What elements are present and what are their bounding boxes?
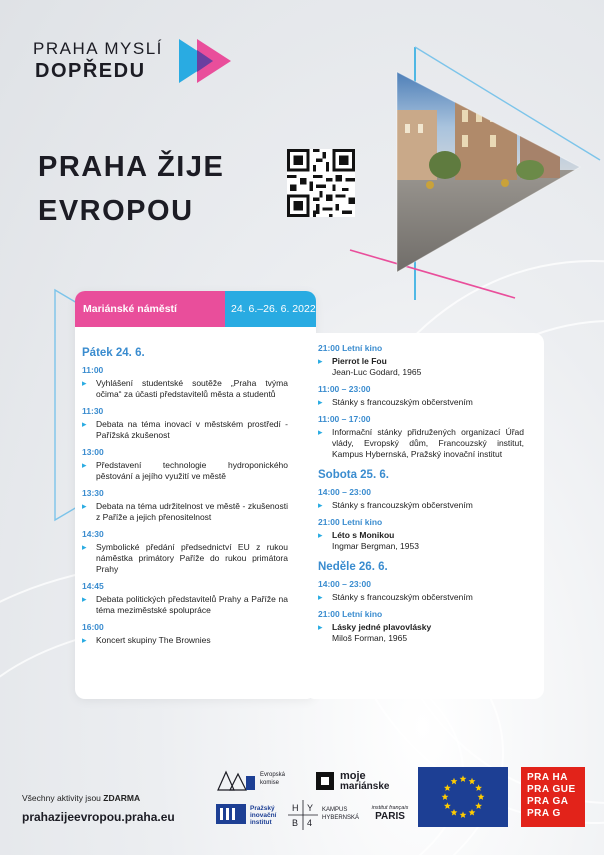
program-column-right (318, 343, 524, 644)
event (82, 488, 288, 523)
event-text: ▸ Informační stánky přidružených organizací Úřad vlády, Evropský dům, Francouzský institut, Kampus Hybernská, Pražský inovační institut (318, 427, 524, 460)
institut-francais-logo (370, 805, 410, 823)
event-text: ▸ Koncert skupiny The Brownies (82, 635, 288, 646)
day-heading: Sobota 25. 6. (318, 469, 389, 481)
event-text: ▸ Debata politických představitelů Prahy a Paříže na téma meziměstské spolupráce (82, 594, 288, 616)
event-time: 14:00 – 23:00 (318, 579, 371, 589)
svg-text:Y: Y (307, 803, 314, 813)
free-admission-note (22, 793, 140, 803)
film-title: Léto s Monikou (332, 530, 395, 540)
event (82, 529, 288, 575)
dates-label: 24. 6.–26. 6. 2022 (231, 303, 316, 315)
logo-line-1: PRAHA MYSLÍ (33, 39, 163, 58)
event-time: 21:00 Letní kino (318, 343, 383, 353)
event-text: ▸ Vyhlášení studentské soutěže „Praha tvýma očima“ za účasti představitelů města a studentů (82, 378, 288, 400)
event (318, 579, 524, 603)
event (318, 609, 524, 644)
institut-label: institut français (371, 805, 409, 811)
event (82, 622, 288, 646)
event-text: ▸ Symbolické předání předsednictví EU z rukou náměstka primátory Paříže do rukou primátora Prahy (82, 542, 288, 575)
kampus-hybernska-label: KAMPUS HYBERNSKÁ (322, 807, 360, 821)
event-text (318, 356, 524, 378)
free-bold: ZDARMA (103, 793, 141, 803)
event-time: 21:00 Letní kino (318, 517, 383, 527)
event (318, 517, 524, 552)
svg-text:B: B (292, 818, 299, 828)
event-text: ▸ Stánky s francouzským občerstvením (318, 592, 524, 603)
event-time: 11:30 (82, 406, 104, 416)
event-time: 14:45 (82, 581, 104, 591)
event-time: 21:00 Letní kino (318, 609, 383, 619)
qr-code-icon[interactable] (287, 149, 355, 217)
event (318, 384, 524, 408)
event (82, 406, 288, 441)
prague-brand-line: PRA GA (527, 796, 569, 807)
ec-label: Evropská komise (260, 772, 286, 786)
prague-brand-text (527, 772, 576, 820)
eu-flag-icon (418, 767, 508, 827)
prague-brand-line: PRA HA (527, 772, 568, 783)
event-text: ▸ Debata na téma udržitelnost ve městě - zkušenosti z Paříže a jejich přenositelnost (82, 501, 288, 523)
title-line-2: EVROPOU (38, 195, 194, 227)
film-credit: Jean-Luc Godard, 1965 (332, 367, 422, 377)
svg-text:H: H (292, 803, 299, 813)
pii-label: Pražský inovační institut (250, 805, 277, 826)
event-text (318, 530, 524, 552)
marianske-label: mariánske (340, 781, 390, 792)
moje-label: moje (340, 770, 366, 782)
event-text: ▸ Stánky s francouzským občerstvením (318, 500, 524, 511)
city-photo (397, 72, 587, 280)
day-heading: Pátek 24. 6. (82, 347, 145, 359)
event (318, 414, 524, 460)
event-time: 11:00 – 23:00 (318, 384, 371, 394)
film-credit: Miloš Forman, 1965 (332, 633, 408, 643)
event-text: ▸ Stánky s francouzským občerstvením (318, 397, 524, 408)
venue-label: Mariánské náměstí (83, 303, 177, 315)
event-text: ▸ Představení technologie hydroponického pěstování a jejího využití ve městě (82, 460, 288, 482)
event (82, 581, 288, 616)
event (82, 447, 288, 482)
event-text (318, 622, 524, 644)
event-time: 13:30 (82, 488, 104, 498)
event-time: 11:00 (82, 365, 104, 375)
film-credit: Ingmar Bergman, 1953 (332, 541, 419, 551)
event-time: 11:00 – 17:00 (318, 414, 371, 424)
logo-line-2: DOPŘEDU (35, 60, 146, 82)
event-time: 16:00 (82, 622, 104, 632)
prague-brand-line: PRA G (527, 808, 561, 819)
program-column-left (82, 348, 288, 646)
event-time: 14:30 (82, 529, 104, 539)
event (318, 343, 524, 378)
event (318, 487, 524, 511)
paris-label: PARIS (375, 811, 405, 822)
moje-square-icon (316, 772, 334, 790)
hyb4-logo-icon (288, 800, 318, 830)
play-arrows-logo-icon (177, 37, 243, 85)
page-title (38, 145, 224, 233)
ec-building-icon (216, 770, 256, 792)
free-text: Všechny aktivity jsou (22, 793, 101, 803)
prague-brand-line: PRA GUE (527, 784, 576, 795)
title-line-1: PRAHA ŽIJE (38, 151, 225, 183)
website-link[interactable]: prahazijeevropou.praha.eu (22, 810, 175, 824)
event (82, 365, 288, 400)
prague-brand-logo (521, 767, 585, 827)
svg-text:4: 4 (307, 818, 313, 828)
day-heading: Neděle 26. 6. (318, 561, 388, 573)
pii-mark-icon (216, 804, 246, 824)
event-time: 14:00 – 23:00 (318, 487, 371, 497)
film-title: Lásky jedné plavovlásky (332, 622, 432, 632)
film-title: Pierrot le Fou (332, 356, 387, 366)
event-time: 13:00 (82, 447, 104, 457)
event-text: ▸ Debata na téma inovací v městském prostředí - Pařížská zkušenost (82, 419, 288, 441)
